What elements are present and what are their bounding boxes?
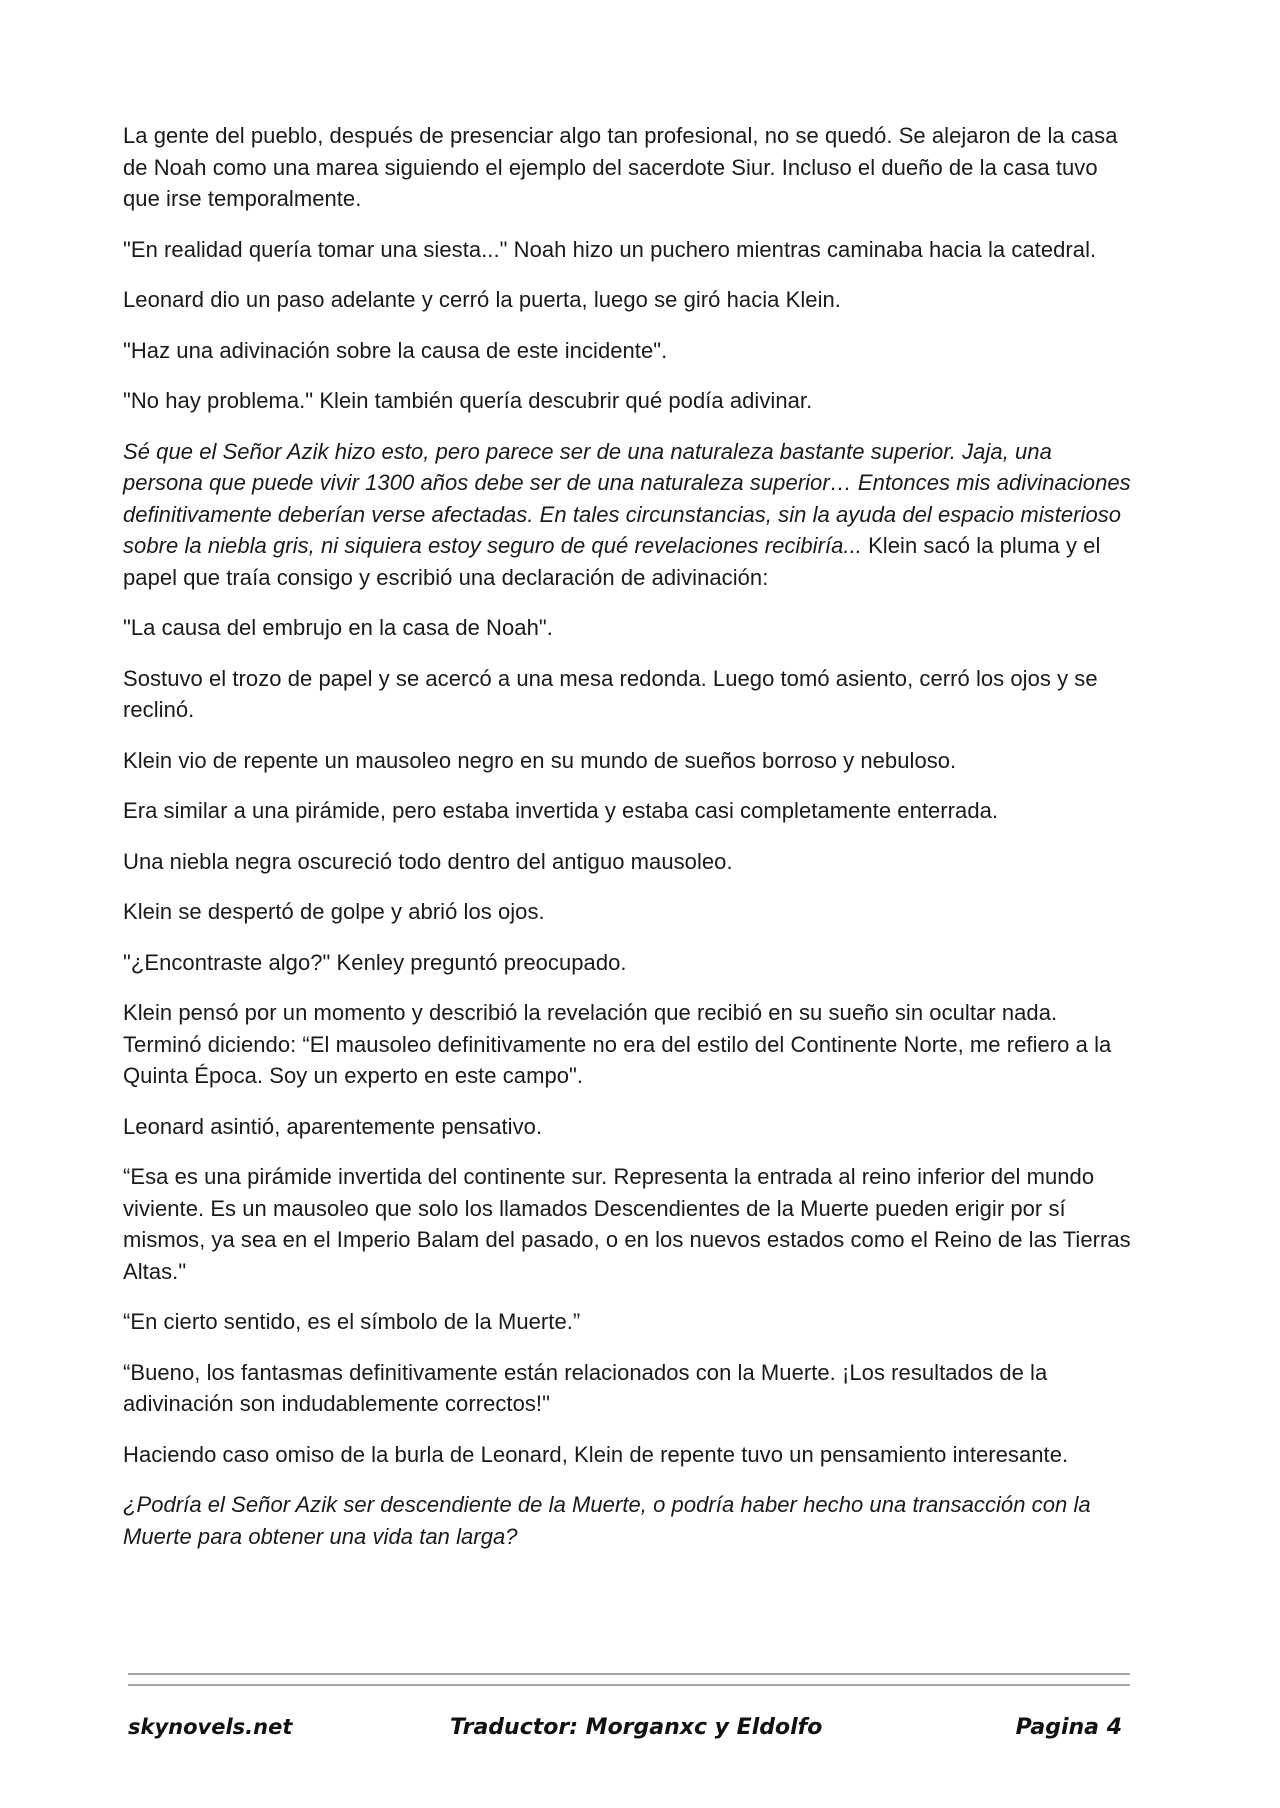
paragraph: “Bueno, los fantasmas definitivamente están relacionados con la Muerte. ¡Los resultados de la adivinación son indudablemente correctos!": [123, 1359, 1048, 1416]
footer-page-number: Pagina 4: [1015, 1715, 1122, 1740]
footer-site: skynovels.net: [128, 1715, 293, 1739]
paragraph: Leonard dio un paso adelante y cerró la puerta, luego se giró hacia Klein.: [123, 287, 841, 312]
inner-thought-text: Sé que el Señor Azik hizo esto, pero parece ser de una naturaleza bastante superior. Jaja, una persona que puede vivir 1300 años debe ser de una naturaleza superior… Entonces mis adivinaciones definitivamente deberían verse afectadas. En tales circunstancias, sin la ayuda del espacio misterioso sobre la niebla gris, ni siquiera estoy seguro de qué revelaciones recibiría...: [123, 438, 1131, 558]
page-footer: [128, 1715, 1130, 1755]
paragraph-mixed: [123, 436, 1133, 594]
paragraph: Haciendo caso omiso de la burla de Leonard, Klein de repente tuvo un pensamiento interesante.: [123, 1441, 1069, 1467]
inner-thought-text: ¿Podría el Señor Azik ser descendiente de la Muerte, o podría haber hecho una transacción con la Muerte para obtener una vida tan larga?: [123, 1492, 1091, 1549]
paragraph: Klein vio de repente un mausoleo negro en su mundo de sueños borroso y nebuloso.: [123, 747, 957, 773]
paragraph: Era similar a una pirámide, pero estaba invertida y estaba casi completamente enterrada.: [123, 798, 999, 823]
footer-divider-bottom: [128, 1684, 1130, 1686]
paragraph: Leonard asintió, aparentemente pensativo.: [123, 1113, 543, 1139]
narration-text: Klein sacó la pluma y el papel que traía consigo y escribió una declaración de adivinación:: [123, 533, 1101, 590]
footer-divider-top: [128, 1673, 1130, 1675]
paragraph: "No hay problema." Klein también quería descubrir qué podía adivinar.: [123, 388, 813, 413]
paragraph: Una niebla negra oscureció todo dentro del antiguo mausoleo.: [123, 848, 733, 874]
paragraph: Klein pensó por un momento y describió la revelación que recibió en su sueño sin ocultar nada. Terminó diciendo: “El mausoleo definitivamente no era del estilo del Continente Norte, me refiero a la Quinta Época. Soy un experto en este campo".: [123, 1000, 1112, 1088]
paragraph: "En realidad quería tomar una siesta..." Noah hizo un puchero mientras caminaba hacia la catedral.: [123, 236, 1097, 262]
paragraph: "¿Encontraste algo?" Kenley preguntó preocupado.: [123, 949, 627, 975]
paragraph: La gente del pueblo, después de presenciar algo tan profesional, no se quedó. Se alejaron de la casa de Noah como una marea siguiendo el ejemplo del sacerdote Siur. Incluso el dueño de la casa tuvo que irse temporalmente.: [123, 123, 1118, 211]
paragraph: "La causa del embrujo en la casa de Noah".: [123, 615, 553, 640]
paragraph: Sostuvo el trozo de papel y se acercó a una mesa redonda. Luego tomó asiento, cerró los ojos y se reclinó.: [123, 665, 1098, 722]
paragraph: “Esa es una pirámide invertida del continente sur. Representa la entrada al reino inferior del mundo viviente. Es un mausoleo que solo los llamados Descendientes de la Muerte pueden erigir por sí mismos, ya sea en el Imperio Balam del pasado, o en los nuevos estados como el Reino de las Tierras Altas.": [123, 1164, 1131, 1284]
paragraph-italic: [123, 1489, 1133, 1552]
footer-translator: Traductor: Morganxc y Eldolfo: [450, 1715, 823, 1740]
paragraph: “En cierto sentido, es el símbolo de la Muerte.”: [123, 1309, 581, 1334]
paragraph: Klein se despertó de golpe y abrió los ojos.: [123, 899, 545, 924]
document-body: [123, 120, 1133, 1571]
paragraph: "Haz una adivinación sobre la causa de este incidente".: [123, 337, 668, 363]
